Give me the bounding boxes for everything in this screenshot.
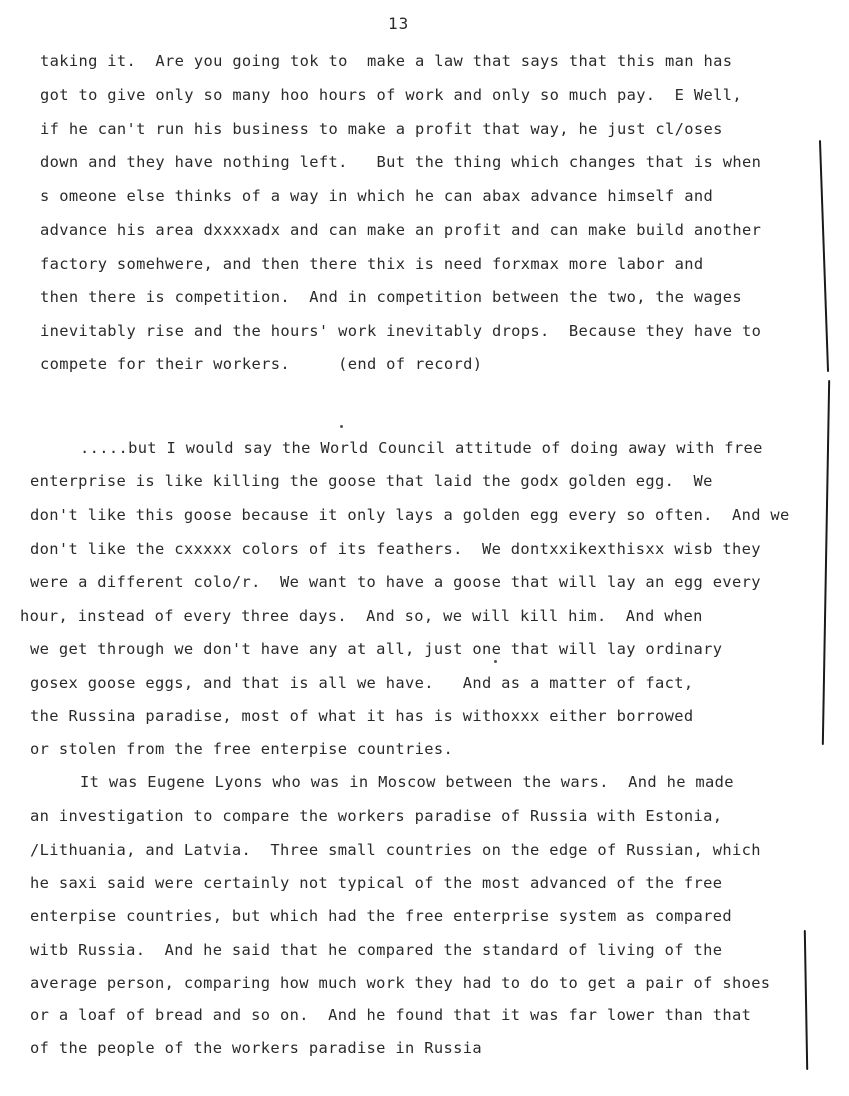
text-line: then there is competition. And in competition between the two, the wages [40,288,742,306]
text-line: or stolen from the free enterpise countries. [30,740,454,758]
text-line: we get through we don't have any at all, just one that will lay ordinary [30,640,723,658]
text-line: .....but I would say the World Council attitude of doing away with free [80,439,763,457]
text-line: s omeone else thinks of a way in which he can abax advance himself and [40,187,714,205]
text-line: gosex goose eggs, and that is all we have. And as a matter of fact, [30,674,694,692]
text-line: were a different colo/r. We want to have a goose that will lay an egg every [30,573,761,591]
text-line: don't like the cxxxxx colors of its feathers. We dontxxikexthisxx wisb they [30,540,761,558]
text-line: witb Russia. And he said that he compared the standard of living of the [30,941,723,959]
text-line: advance his area dxxxxadx and can make an profit and can make build another [40,221,762,239]
text-line: taking it. Are you going tok to make a law that says that this man has [40,52,733,70]
margin-bracket-mark [819,140,829,372]
margin-bracket-mark [822,380,830,745]
text-line: if he can't run his business to make a profit that way, he just cl/oses [40,120,723,138]
text-line: enterpise countries, but which had the free enterprise system as compared [30,907,732,925]
text-line: down and they have nothing left. But the thing which changes that is when [40,153,762,171]
text-line: or a loaf of bread and so on. And he found that it was far lower than that [30,1006,752,1024]
scan-speck [494,660,497,663]
text-line: average person, comparing how much work they had to do to get a pair of shoes [30,974,771,992]
text-line: the Russina paradise, most of what it has is withoxxx either borrowed [30,707,694,725]
text-line: he saxi said were certainly not typical of the most advanced of the free [30,874,723,892]
text-line: factory somehwere, and then there thix is need forxmax more labor and [40,255,704,273]
text-line: enterprise is like killing the goose that laid the godx golden egg. We [30,472,713,490]
text-line: /Lithuania, and Latvia. Three small countries on the edge of Russian, which [30,841,761,859]
page-number: 13 [388,14,410,33]
text-line: of the people of the workers paradise in Russia [30,1039,482,1057]
text-line: It was Eugene Lyons who was in Moscow between the wars. And he made [80,773,734,791]
margin-bracket-mark [804,930,808,1070]
text-line: hour, instead of every three days. And so, we will kill him. And when [20,607,703,625]
scan-speck [340,425,343,428]
text-line: got to give only so many hoo hours of work and only so much pay. E Well, [40,86,742,104]
text-line: compete for their workers. (end of record) [40,355,483,373]
text-line: inevitably rise and the hours' work inevitably drops. Because they have to [40,322,762,340]
text-line: don't like this goose because it only lays a golden egg every so often. And we [30,506,790,524]
text-line: an investigation to compare the workers paradise of Russia with Estonia, [30,807,723,825]
